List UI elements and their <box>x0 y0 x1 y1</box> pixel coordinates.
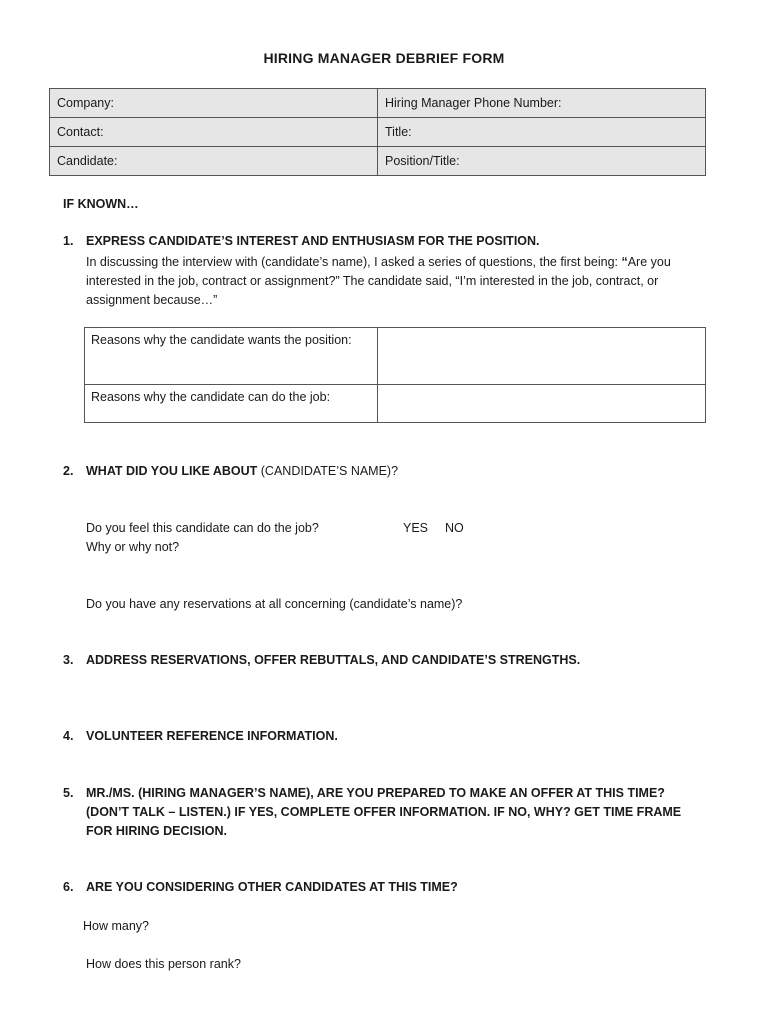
section-1-paragraph-rest: Are you interested in the job, contract or assignment?” The candidate said, “I’m interested in the job, contract, or assignment because…” <box>86 255 671 307</box>
hiring-manager-phone-field[interactable]: Hiring Manager Phone Number: <box>378 89 706 118</box>
table-row <box>50 147 706 176</box>
section-4-number: 4. <box>63 729 74 743</box>
no-option[interactable]: NO <box>445 521 464 535</box>
section-5-line-3: FOR HIRING DECISION. <box>86 824 227 838</box>
section-2-number: 2. <box>63 464 74 478</box>
contact-field[interactable]: Contact: <box>50 118 378 147</box>
table-row <box>85 328 706 385</box>
section-2-heading-normal: (CANDIDATE’S NAME)? <box>260 464 399 478</box>
section-3-number: 3. <box>63 653 74 667</box>
title-field[interactable]: Title: <box>378 118 706 147</box>
yes-option[interactable]: YES <box>403 521 429 535</box>
reasons-table <box>84 327 706 423</box>
header-info-table <box>49 88 706 176</box>
section-6-heading: ARE YOU CONSIDERING OTHER CANDIDATES AT THIS TIME? <box>86 880 458 894</box>
reason-wants-answer-cell[interactable] <box>378 328 706 385</box>
if-known-label: IF KNOWN… <box>63 197 139 211</box>
question-how-many: How many? <box>83 919 149 933</box>
position-title-field[interactable]: Position/Title: <box>378 147 706 176</box>
company-field[interactable]: Company: <box>50 89 378 118</box>
section-5-line-1: MR./MS. (HIRING MANAGER’S NAME), ARE YOU PREPARED TO MAKE AN OFFER AT THIS TIME? <box>86 786 665 800</box>
section-2-heading <box>86 464 398 478</box>
question-reservations: Do you have any reservations at all concerning (candidate’s name)? <box>86 597 463 611</box>
section-4-heading: VOLUNTEER REFERENCE INFORMATION. <box>86 729 338 743</box>
section-1-number: 1. <box>63 234 74 248</box>
section-6-number: 6. <box>63 880 74 894</box>
table-row <box>50 89 706 118</box>
section-2-heading-bold: WHAT DID YOU LIKE ABOUT <box>86 464 261 478</box>
reason-can-do-label: Reasons why the candidate can do the job: <box>85 385 378 423</box>
section-5-number: 5. <box>63 786 74 800</box>
section-1-heading: EXPRESS CANDIDATE’S INTEREST AND ENTHUSIASM FOR THE POSITION. <box>86 234 540 248</box>
table-row <box>85 385 706 423</box>
form-title: HIRING MANAGER DEBRIEF FORM <box>263 50 505 66</box>
candidate-field[interactable]: Candidate: <box>50 147 378 176</box>
section-1-paragraph-quote-mark: “ <box>621 255 628 269</box>
reason-wants-label: Reasons why the candidate wants the position: <box>85 328 378 385</box>
question-why-or-why-not: Why or why not? <box>86 540 180 554</box>
section-5-line-2: (DON’T TALK – LISTEN.) IF YES, COMPLETE OFFER INFORMATION. IF NO, WHY? GET TIME FRAME <box>86 805 682 819</box>
section-3-heading: ADDRESS RESERVATIONS, OFFER REBUTTALS, AND CANDIDATE’S STRENGTHS. <box>86 653 581 667</box>
question-can-do-job: Do you feel this candidate can do the job? <box>86 521 319 535</box>
question-rank: How does this person rank? <box>86 957 241 971</box>
section-1-paragraph <box>86 253 706 310</box>
section-1-paragraph-lead: In discussing the interview with (candidate’s name), I asked a series of questions, the first being: <box>86 255 622 269</box>
table-row <box>50 118 706 147</box>
reason-can-do-answer-cell[interactable] <box>378 385 706 423</box>
